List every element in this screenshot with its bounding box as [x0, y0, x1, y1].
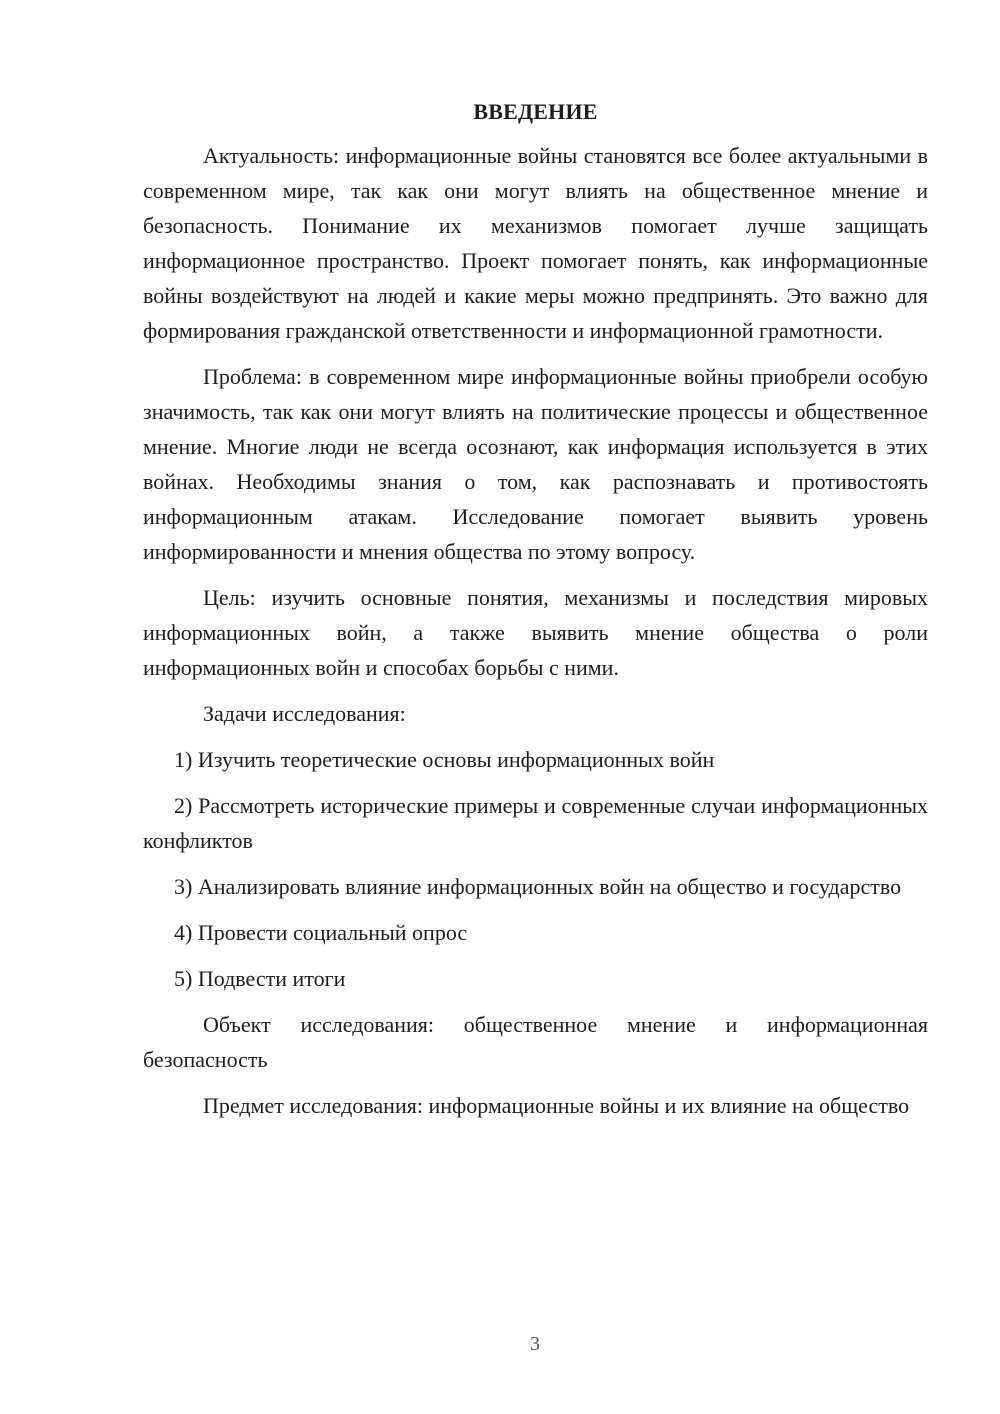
task-item: 4) Провести социальный опрос [174, 920, 468, 945]
task-item: 1) Изучить теоретические основы информационных войн [174, 747, 715, 772]
page-content [143, 94, 928, 1134]
object-paragraph: Объект исследования: общественное мнение и информационная безопасность [143, 1012, 928, 1072]
problem-paragraph: Проблема: в современном мире информационные войны приобрели особую значимость, так как они могут влиять на политические процессы и общественное мнение. Многие люди не всегда осознают, как информация используется в этих войнах. Необходимы знания о том, как распознавать и противостоять информационным атакам. Исследование помогает выявить уровень информированности и мнения общества по этому вопросу. [143, 364, 928, 564]
page-number: 3 [530, 1333, 540, 1355]
task-item: 3) Анализировать влияние информационных войн на общество и государство [174, 874, 902, 899]
relevance-paragraph: Актуальность: информационные войны становятся все более актуальными в современном мире, так как они могут влиять на общественное мнение и безопасность. Понимание их механизмов помогает лучше защищать информационное пространство. Проект помогает понять, как информационные войны воздействуют на людей и какие меры можно предпринять. Это важно для формирования гражданской ответственности и информационной грамотности. [143, 143, 928, 343]
goal-paragraph: Цель: изучить основные понятия, механизмы и последствия мировых информационных войн, а также выявить мнение общества о роли информационных войн и способах борьбы с ними. [143, 585, 928, 680]
subject-paragraph: Предмет исследования: информационные войны и их влияние на общество [203, 1093, 910, 1118]
section-title: ВВЕДЕНИЕ [473, 99, 598, 124]
task-item: 5) Подвести итоги [174, 966, 346, 991]
tasks-heading: Задачи исследования: [203, 701, 406, 726]
tasks-list [143, 742, 928, 996]
task-item: 2) Рассмотреть исторические примеры и современные случаи информационных конфликтов [143, 793, 928, 853]
